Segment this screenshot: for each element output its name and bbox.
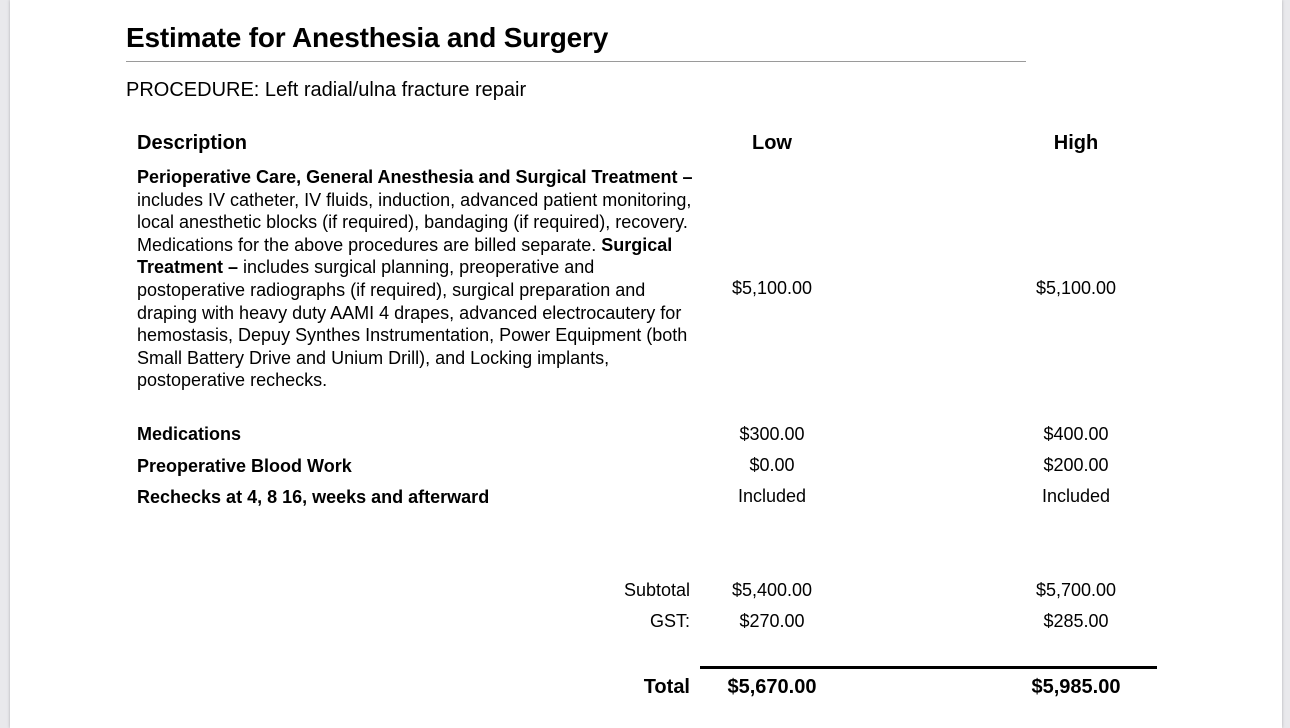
row-high-blood-work: $200.00	[1043, 455, 1109, 475]
procedure-line: PROCEDURE: Left radial/ulna fracture repair	[126, 79, 527, 101]
main-item-low: $5,100.00	[731, 278, 813, 298]
gst-high: $285.00	[1043, 611, 1109, 631]
main-item-high: $5,100.00	[1035, 278, 1117, 298]
main-item-title-1: Perioperative Care, General Anesthesia and Surgical Treatment –	[137, 167, 693, 187]
row-high-medications: $400.00	[1043, 424, 1109, 444]
gst-low: $270.00	[739, 611, 805, 631]
row-label-blood-work: Preoperative Blood Work	[137, 456, 352, 476]
row-low-rechecks: Included	[737, 486, 807, 506]
row-high-rechecks: Included	[1041, 486, 1111, 506]
total-label: Total	[643, 676, 690, 698]
subtotal-label: Subtotal	[623, 580, 690, 600]
row-label-rechecks: Rechecks at 4, 8 16, weeks and afterward	[137, 487, 490, 507]
gst-label: GST:	[649, 611, 690, 631]
description-column-header: Description	[137, 132, 248, 154]
main-item-description	[137, 166, 697, 392]
row-low-medications: $300.00	[739, 424, 805, 444]
main-item-title-2: Surgical Treatment –	[137, 234, 673, 278]
row-low-blood-work: $0.00	[749, 455, 795, 475]
subtotal-high: $5,700.00	[1035, 580, 1117, 600]
subtotal-low: $5,400.00	[731, 580, 813, 600]
main-item-text-1: includes IV catheter, IV fluids, induction, advanced patient monitoring, local anesthetic blocks (if required), bandaging (if required), recovery. Medications for the above procedures are billed separate.	[137, 189, 692, 255]
document-page	[10, 0, 1282, 728]
main-item-text-2: includes surgical planning, preoperative and postoperative radiographs (if required), surgical preparation and draping with heavy duty AAMI 4 drapes, advanced electrocautery for hemostasis, Depuy Synthes Instrumentation, Power Equipment (both Small Battery Drive and Unium Drill), and Locking implants, postoperative rechecks.	[137, 257, 688, 391]
high-column-header: High	[1053, 132, 1099, 154]
page-title: Estimate for Anesthesia and Surgery	[126, 22, 609, 53]
total-low: $5,670.00	[727, 676, 817, 698]
total-high: $5,985.00	[1031, 676, 1121, 698]
low-column-header: Low	[752, 132, 792, 154]
total-divider	[700, 666, 1157, 669]
title-divider	[126, 61, 1026, 62]
row-label-medications: Medications	[137, 424, 242, 444]
